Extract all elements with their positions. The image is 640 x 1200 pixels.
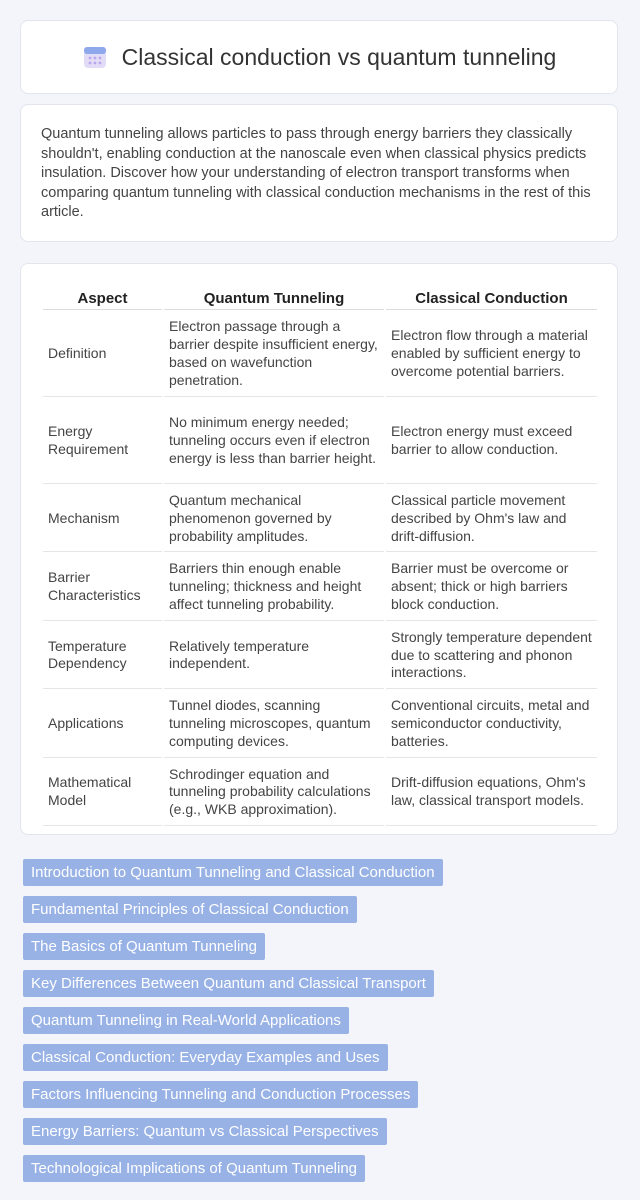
aspect-cell: Applications	[43, 691, 162, 757]
toc-link[interactable]: Introduction to Quantum Tunneling and Classical Conduction	[23, 859, 443, 886]
intro-card	[20, 104, 618, 242]
toc-link[interactable]: Technological Implications of Quantum Tunneling	[23, 1155, 365, 1182]
quantum-cell: Tunnel diodes, scanning tunneling microscopes, quantum computing devices.	[164, 691, 384, 757]
classical-cell: Barrier must be overcome or absent; thick or high barriers block conduction.	[386, 554, 597, 620]
classical-cell: Conventional circuits, metal and semiconductor conductivity, batteries.	[386, 691, 597, 757]
table-row	[43, 623, 597, 689]
page-title: Classical conduction vs quantum tunneling	[121, 43, 557, 70]
column-header: Quantum Tunneling	[164, 286, 384, 310]
table-row	[43, 760, 597, 826]
quantum-cell: Electron passage through a barrier despite insufficient energy, based on wavefunction penetration.	[164, 312, 384, 397]
table-header-row	[43, 286, 597, 310]
quantum-cell: Schrodinger equation and tunneling probability calculations (e.g., WKB approximation).	[164, 760, 384, 826]
classical-cell: Classical particle movement described by Ohm's law and drift-diffusion.	[386, 486, 597, 552]
classical-cell: Electron energy must exceed barrier to allow conduction.	[386, 399, 597, 484]
aspect-cell: Definition	[43, 312, 162, 397]
comparison-table-card	[20, 263, 618, 835]
table-row	[43, 691, 597, 757]
toc-link[interactable]: Quantum Tunneling in Real-World Applications	[23, 1007, 349, 1034]
aspect-cell: Mechanism	[43, 486, 162, 552]
table-of-contents	[23, 859, 623, 1192]
quantum-cell: Relatively temperature independent.	[164, 623, 384, 689]
table-row	[43, 554, 597, 620]
aspect-cell: Temperature Dependency	[43, 623, 162, 689]
quantum-cell: Quantum mechanical phenomenon governed by probability amplitudes.	[164, 486, 384, 552]
column-header: Classical Conduction	[386, 286, 597, 310]
column-header: Aspect	[43, 286, 162, 310]
quantum-cell: No minimum energy needed; tunneling occurs even if electron energy is less than barrier height.	[164, 399, 384, 484]
toc-link[interactable]: Fundamental Principles of Classical Conduction	[23, 896, 357, 923]
toc-link[interactable]: Energy Barriers: Quantum vs Classical Perspectives	[23, 1118, 387, 1145]
aspect-cell: Mathematical Model	[43, 760, 162, 826]
classical-cell: Electron flow through a material enabled by sufficient energy to overcome potential barriers.	[386, 312, 597, 397]
table-row	[43, 312, 597, 397]
aspect-cell: Barrier Characteristics	[43, 554, 162, 620]
toc-link[interactable]: The Basics of Quantum Tunneling	[23, 933, 265, 960]
table-row	[43, 399, 597, 484]
comparison-table	[41, 284, 599, 828]
intro-text: Quantum tunneling allows particles to pass through energy barriers they classically shouldn't, enabling conduction at the nanoscale even when classical physics predicts insulation. Discover how your understanding of electron transport transforms when comparing quantum tunneling with classical conduction mechanisms in the rest of this article.	[41, 126, 591, 221]
title-card	[20, 20, 618, 94]
classical-cell: Strongly temperature dependent due to scattering and phonon interactions.	[386, 623, 597, 689]
toc-link[interactable]: Classical Conduction: Everyday Examples and Uses	[23, 1044, 388, 1071]
classical-cell: Drift-diffusion equations, Ohm's law, classical transport models.	[386, 760, 597, 826]
aspect-cell: Energy Requirement	[43, 399, 162, 484]
table-row	[43, 486, 597, 552]
calendar-icon	[82, 44, 108, 70]
quantum-cell: Barriers thin enough enable tunneling; thickness and height affect tunneling probability.	[164, 554, 384, 620]
toc-link[interactable]: Key Differences Between Quantum and Classical Transport	[23, 970, 434, 997]
toc-link[interactable]: Factors Influencing Tunneling and Conduction Processes	[23, 1081, 418, 1108]
